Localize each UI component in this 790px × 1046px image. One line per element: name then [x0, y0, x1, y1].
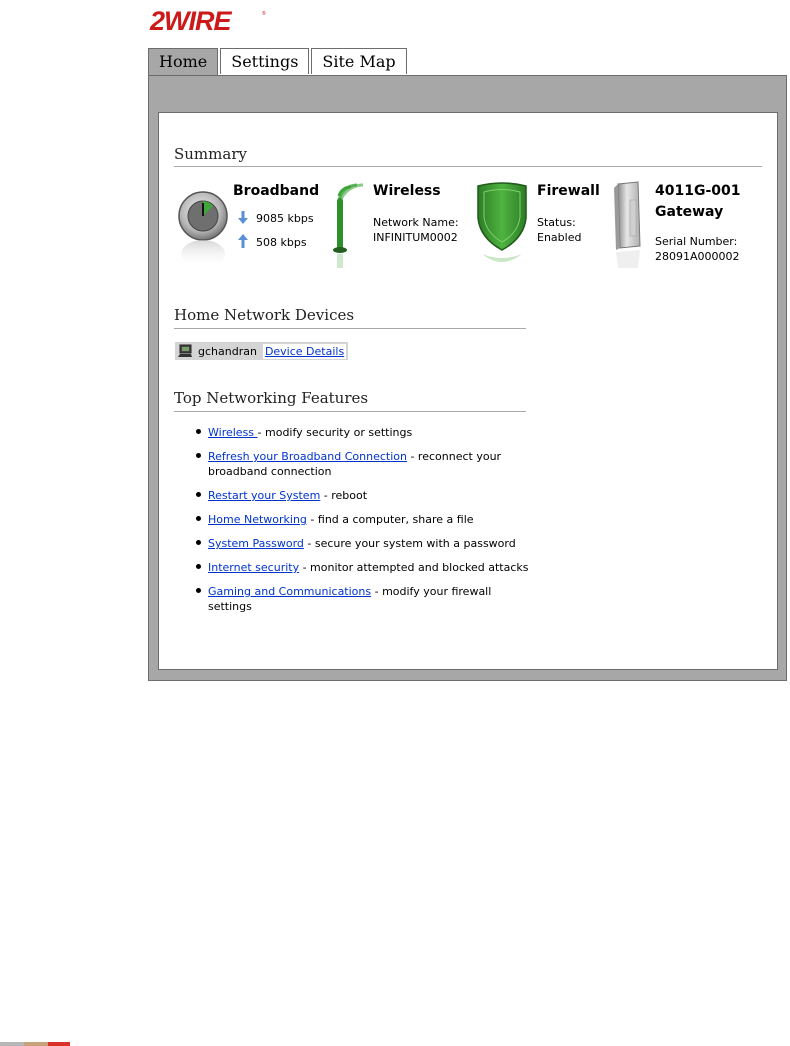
feature-link-internet-security[interactable]: Internet security — [208, 561, 300, 574]
feature-desc: - secure your system with a password — [303, 537, 516, 550]
feature-desc: - find a computer, share a file — [306, 513, 474, 526]
broadband-up-speed: 508 kbps — [256, 236, 307, 249]
footer-color-bar — [0, 1042, 70, 1046]
down-arrow-icon — [237, 211, 249, 225]
features-list — [196, 425, 536, 623]
bullet-icon — [196, 588, 201, 593]
devices-title: Home Network Devices — [174, 306, 355, 324]
feature-link-refresh-broadband[interactable]: Refresh your Broadband Connection — [208, 450, 407, 463]
summary-divider — [174, 166, 762, 167]
feature-desc: - reboot — [320, 489, 368, 502]
bullet-icon — [196, 453, 201, 458]
firewall-shield-icon — [474, 180, 530, 270]
feature-item — [196, 512, 536, 527]
gateway-serial-value: 28091A000002 — [655, 250, 740, 263]
feature-item — [196, 536, 536, 551]
bullet-icon — [196, 516, 201, 521]
features-title: Top Networking Features — [174, 389, 369, 407]
feature-link-system-password[interactable]: System Password — [208, 537, 304, 550]
tab-site-map[interactable]: Site Map — [311, 48, 406, 74]
firewall-title: Firewall — [537, 183, 600, 199]
feature-desc: - monitor attempted and blocked attacks — [299, 561, 529, 574]
features-divider — [174, 411, 526, 412]
gateway-model: 4011G-001 — [655, 183, 741, 199]
wireless-network-label: Network Name: — [373, 216, 459, 229]
broadband-down-speed: 9085 kbps — [256, 212, 314, 225]
firewall-status-value: Enabled — [537, 231, 582, 244]
gateway-serial-label: Serial Number: — [655, 235, 738, 248]
feature-item — [196, 449, 536, 479]
feature-item — [196, 425, 536, 440]
feature-desc: - modify your firewall settings — [208, 585, 492, 613]
broadband-title: Broadband — [233, 183, 320, 199]
devices-divider — [174, 328, 526, 329]
wireless-title: Wireless — [373, 183, 441, 199]
bullet-icon — [196, 564, 201, 569]
wireless-network-name: INFINITUM0002 — [373, 231, 458, 244]
2wire-logo — [148, 6, 268, 36]
feature-link-gaming-communications[interactable]: Gaming and Communications — [208, 585, 372, 598]
feature-link-wireless[interactable]: Wireless — [208, 426, 258, 439]
main-tabs — [148, 48, 409, 75]
svg-text:2WIRE: 2WIRE — [150, 6, 231, 36]
device-row — [175, 342, 348, 360]
up-arrow-icon — [237, 234, 249, 248]
feature-desc: - modify security or settings — [257, 426, 413, 439]
bullet-icon — [196, 429, 201, 434]
gateway-device-icon — [612, 180, 646, 270]
tab-settings[interactable]: Settings — [220, 48, 309, 74]
feature-item — [196, 560, 536, 575]
feature-link-restart-system[interactable]: Restart your System — [208, 489, 321, 502]
wireless-antenna-icon — [333, 182, 367, 270]
device-name: gchandran — [198, 344, 257, 358]
bullet-icon — [196, 492, 201, 497]
firewall-status-label: Status: — [537, 216, 576, 229]
summary-title: Summary — [174, 145, 247, 163]
feature-item — [196, 584, 536, 614]
device-details-link[interactable]: Device Details — [264, 344, 345, 358]
feature-item — [196, 488, 536, 503]
feature-link-home-networking[interactable]: Home Networking — [208, 513, 307, 526]
tab-home[interactable]: Home — [148, 48, 218, 75]
feature-desc: - reconnect your broadband connection — [208, 450, 502, 478]
broadband-gauge-icon — [178, 182, 228, 270]
computer-icon — [178, 344, 194, 358]
gateway-type: Gateway — [655, 204, 724, 220]
bullet-icon — [196, 540, 201, 545]
svg-text:®: ® — [262, 11, 266, 17]
